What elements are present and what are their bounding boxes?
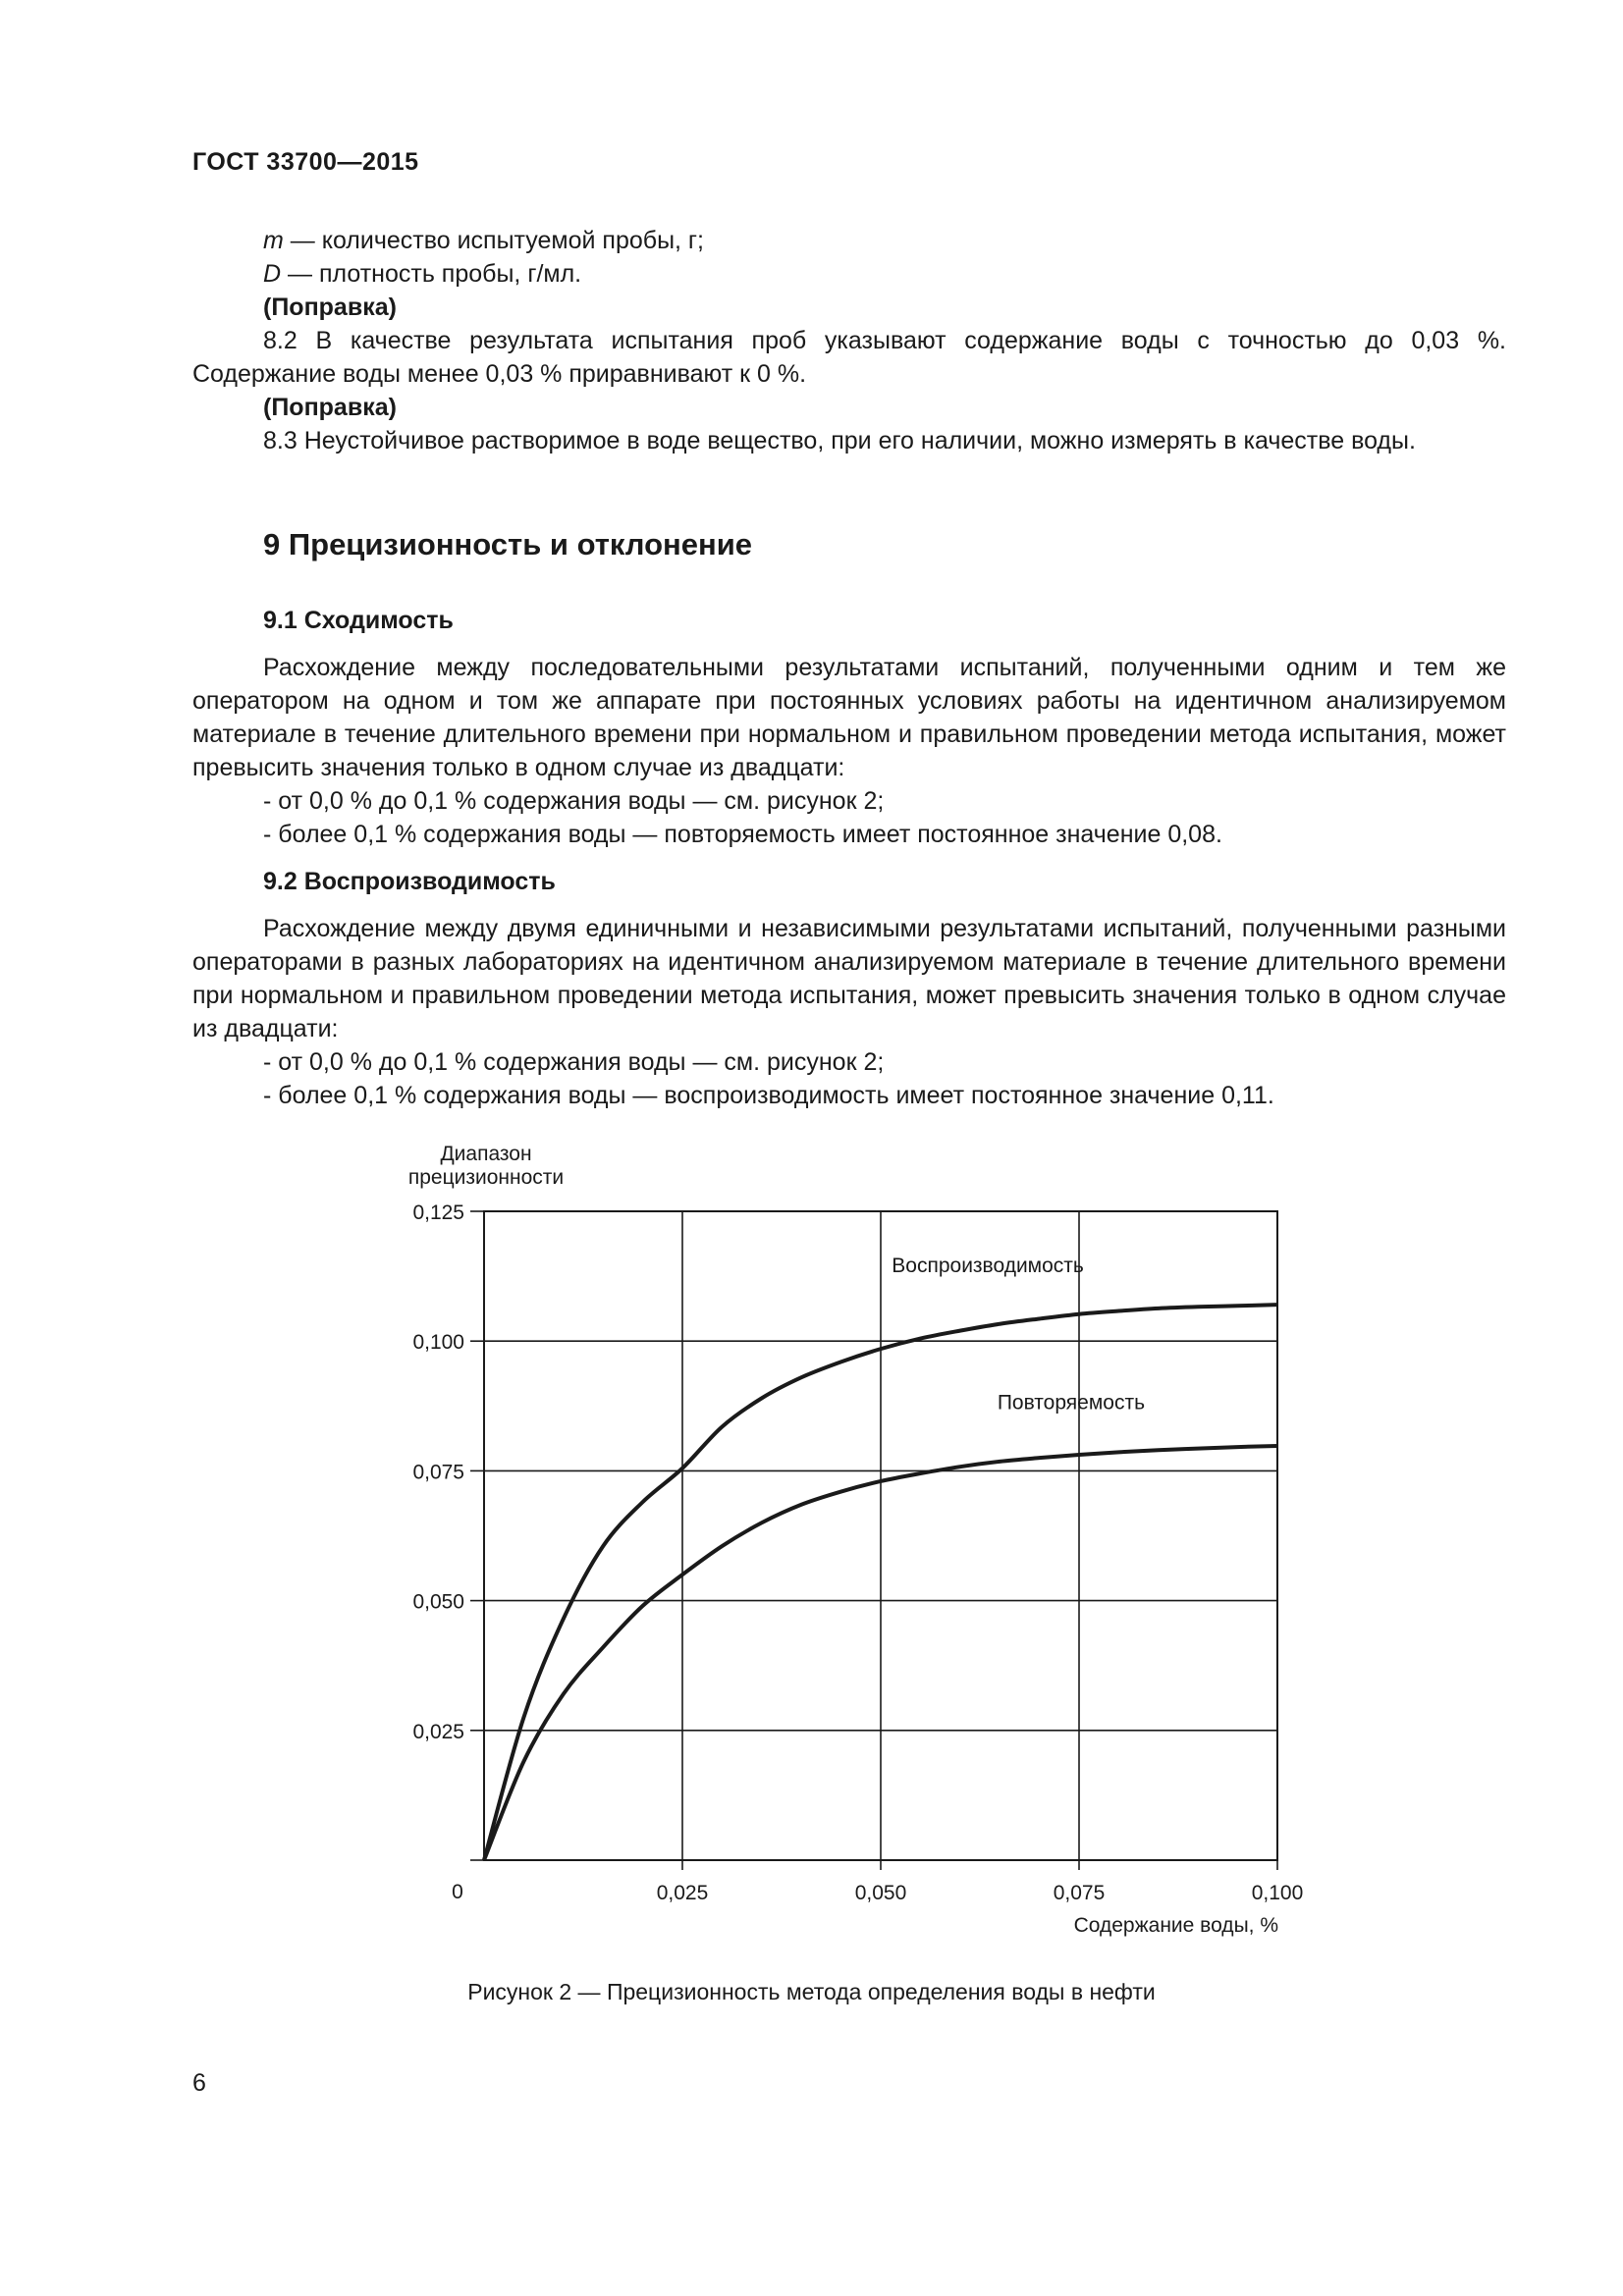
y-axis-label-line2: прецизионности [407, 1166, 565, 1189]
y-tick-label: 0,100 [412, 1331, 464, 1355]
paragraph-9-2: Расхождение между двумя единичными и независимыми результатами испытаний, полученными разными операторами в разных лабораториях на идентичном анализируемом материале в течение длительного времени при нормальном и правильном проведении метода испытания, может превысить значения только в одном случае из двадцати: [192, 915, 1506, 1042]
y-tick-label: 0,075 [412, 1461, 464, 1484]
origin-label: 0 [452, 1881, 463, 1903]
symbol-d: D [263, 260, 282, 288]
paragraph-8-2: 8.2 В качестве результата испытания проб указывают содержание воды с точностью до 0,03 %. [263, 327, 1506, 354]
paragraph-8-3: 8.3 Неустойчивое растворимое в воде вещество, при его наличии, можно измерять в качестве воды. [263, 427, 1416, 454]
x-tick-label: 0,025 [656, 1882, 709, 1904]
paragraph-9-1: Расхождение между последовательными результатами испытаний, полученными одним и тем же оператором на одном и том же аппарате при постоянных условиях работы на идентичном анализируемом материале в течение длительного времени при нормальном и правильном проведении метода испытания, может превысить значения только в одном случае из двадцати: [192, 654, 1506, 781]
list-item: - от 0,0 % до 0,1 % содержания воды — см. рисунок 2; [263, 787, 885, 815]
y-tick-label: 0,125 [412, 1201, 464, 1224]
y-tick-label: 0,025 [412, 1720, 464, 1743]
list-item: - более 0,1 % содержания воды — воспроизводимость имеет постоянное значение 0,11. [263, 1082, 1274, 1109]
list-item: - от 0,0 % до 0,1 % содержания воды — см. рисунок 2; [263, 1048, 885, 1076]
symbol-m: m [263, 227, 284, 254]
x-axis-label: Содержание воды, % [1073, 1914, 1278, 1937]
paragraph-8-2-cont: Содержание воды менее 0,03 % приравнивают к 0 %. [192, 360, 807, 388]
x-tick-label: 0,050 [854, 1882, 907, 1904]
y-axis-label-line1: Диапазон [440, 1143, 532, 1165]
amendment-note: (Поправка) [263, 294, 397, 321]
def-d-text: — плотность пробы, г/мл. [281, 260, 582, 288]
series-label: Повторяемость [997, 1391, 1146, 1415]
section-9-title: 9 Прецизионность и отклонение [263, 527, 753, 561]
series-label: Воспроизводимость [892, 1255, 1084, 1278]
subsection-9-1-title: 9.1 Сходимость [263, 607, 454, 634]
figure-caption: Рисунок 2 — Прецизионность метода определения воды в нефти [467, 1979, 1156, 2004]
page-number: 6 [192, 2069, 206, 2097]
x-tick-label: 0,100 [1251, 1882, 1304, 1904]
document-header: ГОСТ 33700—2015 [192, 148, 419, 176]
x-tick-label: 0,075 [1053, 1882, 1106, 1904]
y-tick-label: 0,050 [412, 1590, 464, 1614]
list-item: - более 0,1 % содержания воды — повторяемость имеет постоянное значение 0,08. [263, 821, 1222, 848]
def-m-text: — количество испытуемой пробы, г; [283, 227, 704, 254]
amendment-note: (Поправка) [263, 394, 397, 421]
subsection-9-2-title: 9.2 Воспроизводимость [263, 868, 556, 895]
